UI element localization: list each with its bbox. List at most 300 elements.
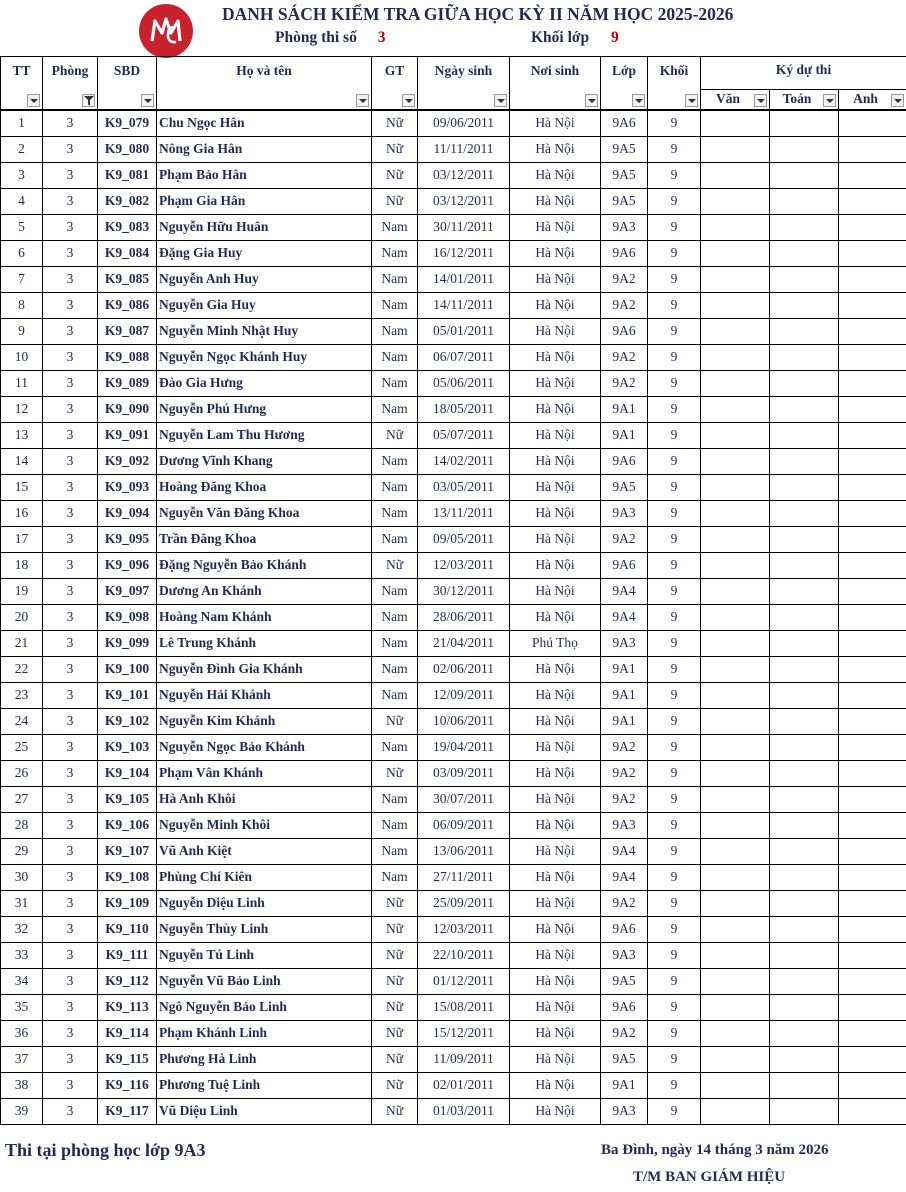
cell-pob: Hà Nội [510,994,601,1020]
cell-phong: 3 [43,942,98,968]
table-row [1,136,906,162]
sign-anh-cell [839,734,906,760]
cell-phong: 3 [43,812,98,838]
cell-dob: 22/10/2011 [418,942,510,968]
cell-gt: Nữ [372,916,418,942]
sign-toan-cell [770,1020,839,1046]
cell-pob: Hà Nội [510,318,601,344]
sign-van-cell [701,1072,770,1098]
sign-van-cell [701,474,770,500]
cell-name: Nguyễn Kim Khánh [157,708,372,734]
cell-khoi: 9 [648,786,701,812]
cell-lop: 9A6 [601,240,648,266]
cell-name: Nguyễn Gia Huy [157,292,372,318]
sign-toan-cell [770,344,839,370]
cell-dob: 21/04/2011 [418,630,510,656]
cell-lop: 9A3 [601,1098,648,1124]
cell-name: Nguyễn Hải Khánh [157,682,372,708]
cell-khoi: 9 [648,864,701,890]
table-row [1,448,906,474]
cell-name: Phạm Gia Hân [157,188,372,214]
cell-name: Đào Gia Hưng [157,370,372,396]
filter-dropdown-icon[interactable] [141,94,154,107]
cell-khoi: 9 [648,110,701,137]
table-row [1,604,906,630]
subheader-van [701,89,770,110]
cell-phong: 3 [43,890,98,916]
table-row [1,292,906,318]
cell-sbd: K9_079 [98,110,157,137]
cell-tt: 5 [1,214,43,240]
cell-sbd: K9_104 [98,760,157,786]
table-row [1,318,906,344]
sign-anh-cell [839,1046,906,1072]
cell-name: Trần Đăng Khoa [157,526,372,552]
cell-tt: 15 [1,474,43,500]
cell-tt: 29 [1,838,43,864]
sign-van-cell [701,786,770,812]
cell-gt: Nam [372,370,418,396]
cell-phong: 3 [43,396,98,422]
sign-toan-cell [770,162,839,188]
cell-lop: 9A1 [601,656,648,682]
cell-name: Vũ Diệu Linh [157,1098,372,1124]
cell-gt: Nữ [372,422,418,448]
cell-dob: 13/11/2011 [418,500,510,526]
sign-van-cell [701,812,770,838]
cell-dob: 30/11/2011 [418,214,510,240]
cell-khoi: 9 [648,240,701,266]
sign-anh-cell [839,578,906,604]
cell-sbd: K9_098 [98,604,157,630]
cell-tt: 11 [1,370,43,396]
sign-toan-cell [770,916,839,942]
grade-label: Khối lớp [531,29,590,46]
cell-khoi: 9 [648,656,701,682]
filter-dropdown-icon[interactable] [754,94,767,107]
table-row [1,240,906,266]
cell-lop: 9A4 [601,838,648,864]
cell-phong: 3 [43,864,98,890]
cell-name: Dương Vĩnh Khang [157,448,372,474]
cell-dob: 03/12/2011 [418,162,510,188]
sign-toan-cell [770,708,839,734]
cell-phong: 3 [43,682,98,708]
sign-anh-cell [839,136,906,162]
cell-pob: Hà Nội [510,370,601,396]
cell-gt: Nam [372,682,418,708]
cell-tt: 23 [1,682,43,708]
filter-cell-ngay-sinh [418,89,510,110]
sign-anh-cell [839,708,906,734]
cell-sbd: K9_081 [98,162,157,188]
sign-van-cell [701,188,770,214]
sign-anh-cell [839,942,906,968]
filter-dropdown-icon[interactable] [356,94,369,107]
cell-phong: 3 [43,162,98,188]
cell-tt: 14 [1,448,43,474]
cell-phong: 3 [43,1020,98,1046]
cell-name: Nguyễn Minh Nhật Huy [157,318,372,344]
sign-toan-cell [770,656,839,682]
sign-toan-cell [770,734,839,760]
filter-dropdown-icon[interactable] [27,94,40,107]
cell-lop: 9A2 [601,266,648,292]
sign-toan-cell [770,474,839,500]
table-row [1,786,906,812]
cell-dob: 14/01/2011 [418,266,510,292]
filter-cell-noi-sinh [510,89,601,110]
cell-lop: 9A6 [601,916,648,942]
table-row [1,162,906,188]
cell-phong: 3 [43,422,98,448]
cell-khoi: 9 [648,292,701,318]
table-row [1,188,906,214]
sign-toan-cell [770,448,839,474]
cell-gt: Nam [372,734,418,760]
cell-sbd: K9_085 [98,266,157,292]
cell-pob: Hà Nội [510,1046,601,1072]
filter-dropdown-icon[interactable] [585,94,598,107]
cell-gt: Nam [372,838,418,864]
cell-khoi: 9 [648,760,701,786]
cell-phong: 3 [43,526,98,552]
cell-lop: 9A2 [601,734,648,760]
cell-gt: Nam [372,630,418,656]
sign-anh-cell [839,240,906,266]
cell-dob: 03/12/2011 [418,188,510,214]
cell-sbd: K9_113 [98,994,157,1020]
cell-name: Đặng Nguyễn Bảo Khánh [157,552,372,578]
sign-toan-cell [770,526,839,552]
cell-lop: 9A2 [601,344,648,370]
cell-sbd: K9_080 [98,136,157,162]
cell-sbd: K9_114 [98,1020,157,1046]
cell-gt: Nam [372,786,418,812]
cell-phong: 3 [43,630,98,656]
cell-gt: Nam [372,292,418,318]
table-row [1,760,906,786]
grade-value: 9 [611,29,619,46]
cell-name: Ngô Nguyễn Bảo Linh [157,994,372,1020]
cell-dob: 15/12/2011 [418,1020,510,1046]
cell-dob: 14/02/2011 [418,448,510,474]
cell-dob: 30/07/2011 [418,786,510,812]
cell-tt: 1 [1,110,43,137]
cell-khoi: 9 [648,474,701,500]
cell-phong: 3 [43,266,98,292]
cell-gt: Nữ [372,136,418,162]
cell-phong: 3 [43,500,98,526]
sign-toan-cell [770,604,839,630]
cell-dob: 13/06/2011 [418,838,510,864]
cell-tt: 28 [1,812,43,838]
cell-tt: 37 [1,1046,43,1072]
cell-khoi: 9 [648,734,701,760]
cell-pob: Hà Nội [510,214,601,240]
sign-anh-cell [839,396,906,422]
subheader-van-label: Văn [715,90,740,106]
table-row [1,344,906,370]
cell-lop: 9A6 [601,448,648,474]
cell-tt: 13 [1,422,43,448]
filter-dropdown-icon[interactable] [685,94,698,107]
cell-pob: Hà Nội [510,344,601,370]
table-row [1,864,906,890]
filter-dropdown-icon[interactable] [891,94,904,107]
cell-sbd: K9_088 [98,344,157,370]
sign-van-cell [701,578,770,604]
cell-sbd: K9_091 [98,422,157,448]
cell-dob: 30/12/2011 [418,578,510,604]
cell-name: Phạm Bảo Hân [157,162,372,188]
cell-pob: Hà Nội [510,448,601,474]
cell-lop: 9A2 [601,370,648,396]
table-row [1,1072,906,1098]
cell-khoi: 9 [648,812,701,838]
cell-dob: 02/06/2011 [418,656,510,682]
col-header-phong: Phòng [43,57,98,90]
cell-tt: 32 [1,916,43,942]
cell-pob: Phú Thọ [510,630,601,656]
sign-toan-cell [770,370,839,396]
cell-dob: 28/06/2011 [418,604,510,630]
cell-sbd: K9_117 [98,1098,157,1124]
cell-lop: 9A6 [601,994,648,1020]
table-row [1,734,906,760]
cell-gt: Nam [372,214,418,240]
cell-name: Nguyễn Ngọc Khánh Huy [157,344,372,370]
sign-van-cell [701,630,770,656]
cell-sbd: K9_084 [98,240,157,266]
cell-tt: 34 [1,968,43,994]
filter-dropdown-icon[interactable] [823,94,836,107]
cell-pob: Hà Nội [510,474,601,500]
cell-name: Phương Hà Linh [157,1046,372,1072]
sign-toan-cell [770,1046,839,1072]
cell-gt: Nam [372,604,418,630]
cell-lop: 9A4 [601,864,648,890]
cell-dob: 27/11/2011 [418,864,510,890]
cell-gt: Nữ [372,552,418,578]
cell-dob: 06/09/2011 [418,812,510,838]
cell-tt: 36 [1,1020,43,1046]
subheader-anh [839,89,906,110]
cell-phong: 3 [43,1072,98,1098]
sign-anh-cell [839,1072,906,1098]
cell-sbd: K9_087 [98,318,157,344]
cell-phong: 3 [43,448,98,474]
cell-name: Nguyễn Đình Gia Khánh [157,656,372,682]
cell-gt: Nữ [372,760,418,786]
cell-pob: Hà Nội [510,656,601,682]
cell-tt: 39 [1,1098,43,1124]
cell-lop: 9A2 [601,526,648,552]
cell-tt: 10 [1,344,43,370]
cell-pob: Hà Nội [510,578,601,604]
cell-tt: 17 [1,526,43,552]
table-row [1,656,906,682]
col-header-noi-sinh: Nơi sinh [510,57,601,90]
sign-toan-cell [770,838,839,864]
sign-van-cell [701,1098,770,1124]
cell-lop: 9A1 [601,708,648,734]
cell-sbd: K9_092 [98,448,157,474]
filter-dropdown-icon[interactable] [402,94,415,107]
cell-khoi: 9 [648,162,701,188]
cell-lop: 9A6 [601,552,648,578]
sign-van-cell [701,708,770,734]
signature-title: T/M BAN GIÁM HIỆU [633,1169,786,1185]
cell-khoi: 9 [648,500,701,526]
cell-khoi: 9 [648,266,701,292]
cell-dob: 09/05/2011 [418,526,510,552]
cell-sbd: K9_097 [98,578,157,604]
cell-lop: 9A2 [601,890,648,916]
sign-toan-cell [770,552,839,578]
table-body [1,110,906,1125]
sign-anh-cell [839,370,906,396]
cell-dob: 14/11/2011 [418,292,510,318]
cell-dob: 11/09/2011 [418,1046,510,1072]
cell-name: Nguyễn Văn Đăng Khoa [157,500,372,526]
sign-van-cell [701,656,770,682]
cell-phong: 3 [43,656,98,682]
cell-gt: Nam [372,526,418,552]
sign-anh-cell [839,630,906,656]
cell-tt: 16 [1,500,43,526]
sign-anh-cell [839,266,906,292]
filter-dropdown-icon[interactable] [632,94,645,107]
table-row [1,578,906,604]
cell-name: Nguyễn Minh Khôi [157,812,372,838]
cell-khoi: 9 [648,1098,701,1124]
cell-gt: Nam [372,864,418,890]
filter-cell-lop [601,89,648,110]
table-row [1,682,906,708]
table-row [1,630,906,656]
cell-gt: Nam [372,812,418,838]
sign-toan-cell [770,136,839,162]
cell-khoi: 9 [648,630,701,656]
signing-date: Ba Đình, ngày 14 tháng 3 năm 2026 [601,1142,829,1158]
sign-anh-cell [839,1098,906,1124]
cell-dob: 11/11/2011 [418,136,510,162]
sign-anh-cell [839,838,906,864]
cell-khoi: 9 [648,1020,701,1046]
cell-gt: Nam [372,578,418,604]
cell-name: Phùng Chí Kiên [157,864,372,890]
table-row [1,968,906,994]
cell-pob: Hà Nội [510,604,601,630]
cell-pob: Hà Nội [510,292,601,318]
cell-sbd: K9_089 [98,370,157,396]
table-row [1,1098,906,1124]
cell-name: Hoàng Nam Khánh [157,604,372,630]
cell-sbd: K9_108 [98,864,157,890]
sign-van-cell [701,422,770,448]
filter-active-icon[interactable] [82,94,95,107]
sign-van-cell [701,110,770,137]
cell-pob: Hà Nội [510,838,601,864]
cell-name: Lê Trung Khánh [157,630,372,656]
cell-name: Chu Ngọc Hân [157,110,372,137]
cell-name: Nguyễn Ngọc Bảo Khánh [157,734,372,760]
cell-lop: 9A5 [601,1046,648,1072]
cell-dob: 01/03/2011 [418,1098,510,1124]
filter-cell-khoi [648,89,701,110]
cell-tt: 24 [1,708,43,734]
cell-phong: 3 [43,344,98,370]
cell-tt: 38 [1,1072,43,1098]
cell-sbd: K9_109 [98,890,157,916]
cell-gt: Nữ [372,994,418,1020]
cell-tt: 4 [1,188,43,214]
cell-lop: 9A5 [601,474,648,500]
sign-anh-cell [839,890,906,916]
cell-name: Nguyễn Phú Hưng [157,396,372,422]
sign-van-cell [701,214,770,240]
sign-van-cell [701,448,770,474]
cell-name: Đặng Gia Huy [157,240,372,266]
sign-anh-cell [839,812,906,838]
cell-lop: 9A2 [601,760,648,786]
cell-gt: Nữ [372,1072,418,1098]
sign-anh-cell [839,162,906,188]
cell-sbd: K9_082 [98,188,157,214]
sign-van-cell [701,266,770,292]
cell-khoi: 9 [648,214,701,240]
sign-van-cell [701,1020,770,1046]
cell-gt: Nữ [372,110,418,137]
cell-gt: Nam [372,344,418,370]
cell-dob: 12/09/2011 [418,682,510,708]
sign-van-cell [701,942,770,968]
cell-pob: Hà Nội [510,500,601,526]
grade-info [531,29,619,47]
sign-van-cell [701,838,770,864]
cell-name: Nguyễn Vũ Bảo Linh [157,968,372,994]
cell-sbd: K9_116 [98,1072,157,1098]
sign-toan-cell [770,942,839,968]
cell-pob: Hà Nội [510,890,601,916]
sign-van-cell [701,760,770,786]
sign-van-cell [701,396,770,422]
cell-gt: Nam [372,318,418,344]
sign-toan-cell [770,578,839,604]
sign-van-cell [701,682,770,708]
sign-toan-cell [770,318,839,344]
cell-phong: 3 [43,188,98,214]
sign-toan-cell [770,812,839,838]
sign-van-cell [701,994,770,1020]
cell-sbd: K9_106 [98,812,157,838]
cell-khoi: 9 [648,994,701,1020]
cell-dob: 01/12/2011 [418,968,510,994]
cell-tt: 27 [1,786,43,812]
table-row [1,994,906,1020]
filter-dropdown-icon[interactable] [494,94,507,107]
cell-phong: 3 [43,708,98,734]
cell-tt: 33 [1,942,43,968]
cell-gt: Nữ [372,162,418,188]
cell-pob: Hà Nội [510,1098,601,1124]
cell-pob: Hà Nội [510,968,601,994]
cell-khoi: 9 [648,552,701,578]
exam-location-note: Thi tại phòng học lớp 9A3 [5,1140,206,1160]
cell-pob: Hà Nội [510,682,601,708]
cell-tt: 9 [1,318,43,344]
